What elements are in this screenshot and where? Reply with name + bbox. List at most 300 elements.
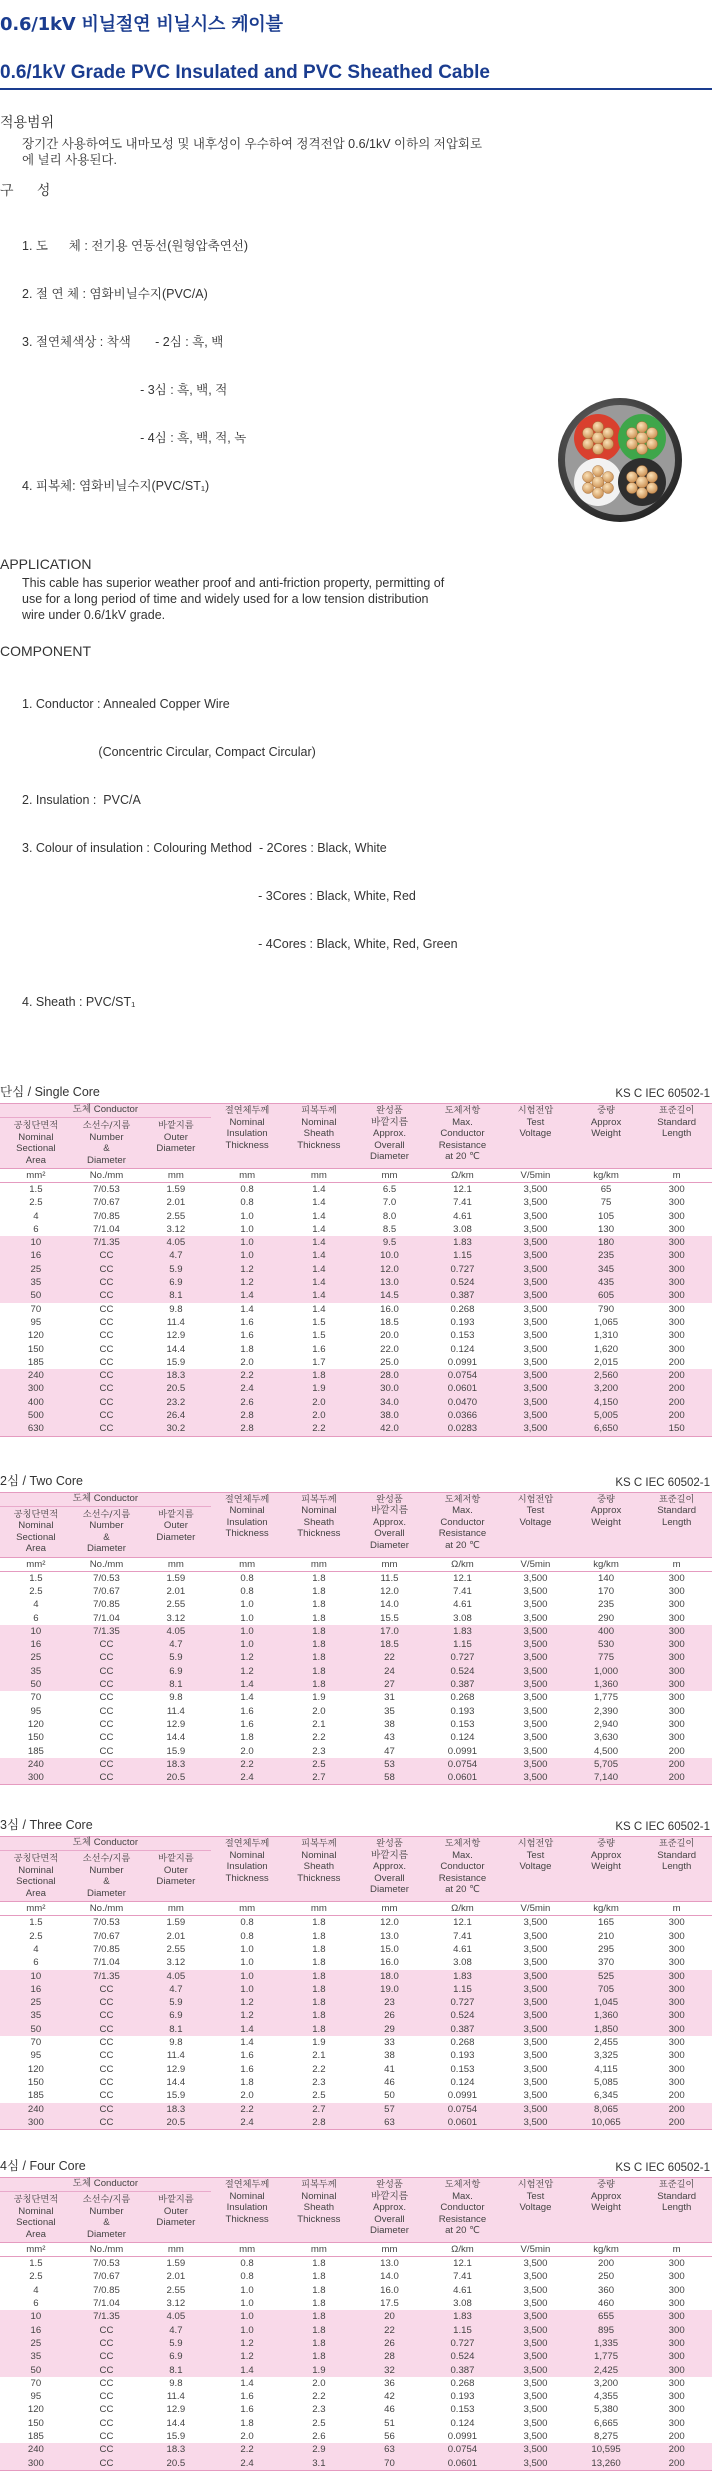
table-cell: 0.387 <box>425 2364 500 2377</box>
column-header-line: Approx. <box>372 1861 407 1873</box>
table-cell: 3.12 <box>166 1223 186 1235</box>
conductor-group-header: 도체 Conductor <box>0 1492 211 1506</box>
table-row <box>0 1638 712 1651</box>
table-cell: 300 <box>641 1638 712 1651</box>
table-row <box>0 1612 712 1625</box>
table-row <box>0 1249 712 1262</box>
table-cell: 3,200 <box>594 2377 619 2389</box>
table-cell: 46 <box>384 2076 395 2088</box>
column-header <box>354 1837 425 1902</box>
table-cell: 1.4 <box>240 1692 254 1704</box>
table-cell: 1.8 <box>284 1625 355 1638</box>
table-cell: 4.61 <box>453 1943 472 1955</box>
table-cell: 12.9 <box>166 2404 186 2416</box>
table-cell: 3.12 <box>166 2298 186 2310</box>
unit-cell: m <box>641 1902 712 1916</box>
table-row <box>0 1289 712 1302</box>
table-cell: 655 <box>571 2310 642 2323</box>
table-cell: 3,500 <box>523 1917 548 1929</box>
table-cell: 4 <box>33 1943 39 1955</box>
table-cell: 3,500 <box>523 1718 548 1730</box>
column-header-line: Insulation <box>226 1861 268 1873</box>
table-cell: 300 <box>668 2284 685 2296</box>
table-cell: 3.08 <box>453 1223 472 1235</box>
column-header-line: Max. <box>452 2190 473 2202</box>
table-standard: KS C IEC 60502-1 <box>615 1088 710 1100</box>
table-cell: 1.2 <box>211 1276 284 1289</box>
table-cell: 1.15 <box>425 2324 500 2337</box>
column-header-line: Area <box>25 1543 47 1555</box>
column-header-line: Conductor <box>440 1128 485 1139</box>
table-cell: 51 <box>384 2417 395 2429</box>
table-cell: 200 <box>641 1369 712 1382</box>
table-cell: 300 <box>641 1276 712 1289</box>
table-cell: 0.153 <box>450 1330 475 1342</box>
table-cell: 300 <box>641 1996 712 2009</box>
table-cell: 1.8 <box>284 1678 355 1691</box>
table-cell: 36 <box>384 2377 395 2389</box>
table-cell: 0.0754 <box>425 2103 500 2116</box>
spec-table <box>0 2177 712 2471</box>
scope-line: 에 널리 사용된다. <box>22 153 117 167</box>
table-cell: 9.8 <box>169 1692 183 1704</box>
table-cell: 3,500 <box>500 2023 571 2036</box>
table-cell: 2.7 <box>284 1771 355 1785</box>
table-cell: 22 <box>354 1651 425 1664</box>
table-title: 3심 / Three Core <box>0 1818 93 1833</box>
table-cell: CC <box>72 1665 141 1678</box>
table-cell: 1.0 <box>240 2284 254 2296</box>
table-heading-row <box>0 1471 712 1489</box>
table-cell: 7.41 <box>453 1930 472 1942</box>
column-header-line: Overall <box>374 1139 405 1151</box>
table-cell: 14.0 <box>380 2271 399 2283</box>
table-cell: 9.5 <box>354 1236 425 1249</box>
column-header-line: & <box>103 1531 110 1543</box>
table-cell: 3,500 <box>523 1692 548 1704</box>
column-header-line: 소선수/지름 <box>82 1853 131 1865</box>
table-cell: 1.8 <box>312 2284 326 2296</box>
unit-cell: kg/km <box>571 1902 642 1916</box>
column-header-line: Thickness <box>225 1872 269 1884</box>
table-cell: 6,665 <box>594 2417 619 2429</box>
table-cell: 8.5 <box>382 1223 397 1235</box>
table-row <box>0 1369 712 1382</box>
table-row <box>0 1329 712 1342</box>
table-cell: 300 <box>0 1382 72 1395</box>
table-cell: 300 <box>668 1197 685 1209</box>
column-header <box>284 1837 355 1902</box>
table-cell: 30.0 <box>354 1382 425 1395</box>
table-cell: 18.3 <box>141 2443 210 2456</box>
table-cell: CC <box>99 2404 114 2416</box>
column-header-line: Area <box>25 1887 47 1899</box>
table-cell: 70 <box>30 2377 42 2389</box>
table-cell: 75 <box>600 1197 612 1209</box>
table-row <box>0 2063 712 2076</box>
component-line: (Concentric Circular, Compact Circular) <box>22 745 316 759</box>
table-cell: 180 <box>571 1236 642 1249</box>
table-cell: 120 <box>27 1718 44 1730</box>
table-cell: 95 <box>30 1316 42 1328</box>
table-cell: 2.2 <box>211 2103 284 2116</box>
column-header-line: Area <box>25 2228 47 2240</box>
table-cell: CC <box>99 2090 114 2102</box>
table-cell: 2.5 <box>284 1758 355 1771</box>
unit-cell: Ω/km <box>425 1557 500 1571</box>
column-header-line: Max. <box>452 1116 473 1128</box>
table-cell: 20.5 <box>141 2116 210 2130</box>
table-cell: 7,140 <box>571 1771 642 1785</box>
table-cell: 6 <box>33 1612 39 1624</box>
table-cell: 530 <box>571 1638 642 1651</box>
table-cell: 14.4 <box>166 1343 186 1355</box>
table-cell: CC <box>99 2037 114 2049</box>
column-header-line: 바깥지름 <box>158 1120 194 1131</box>
table-cell: 165 <box>598 1917 615 1929</box>
table-cell: 300 <box>641 1236 712 1249</box>
table-cell: 300 <box>0 1771 72 1785</box>
column-header-line: 바깥지름 <box>370 1849 409 1861</box>
column-header <box>425 1837 500 1902</box>
table-cell: 2,940 <box>594 1718 619 1730</box>
table-cell: 3,500 <box>523 2050 548 2062</box>
table-cell: 26 <box>354 2009 425 2022</box>
table-cell: 1,850 <box>571 2023 642 2036</box>
table-cell: 2.01 <box>166 2271 186 2283</box>
table-cell: 0.387 <box>425 2023 500 2036</box>
table-cell: 12.9 <box>166 1718 186 1730</box>
column-header <box>211 1837 284 1902</box>
column-header-line: Overall <box>374 2213 405 2225</box>
table-cell: 2.5 <box>29 1197 43 1209</box>
table-cell: 42 <box>384 2391 395 2403</box>
column-header <box>72 2192 141 2243</box>
table-cell: 2.0 <box>240 1356 254 1368</box>
column-header-line: Diameter <box>87 1543 126 1555</box>
column-header-line: 소선수/지름 <box>82 1508 131 1520</box>
column-header <box>641 1492 712 1557</box>
table-cell: 3,500 <box>523 1585 548 1597</box>
table-cell: 24 <box>354 1665 425 1678</box>
table-cell: 14.4 <box>166 2076 186 2088</box>
column-header <box>72 1118 141 1169</box>
table-cell: 1.4 <box>312 1197 326 1209</box>
unit-cell: V/5min <box>500 1169 571 1183</box>
table-row <box>0 1970 712 1983</box>
table-row <box>0 1236 712 1249</box>
table-cell: 3,500 <box>500 2443 571 2456</box>
table-cell: 3,500 <box>523 1612 548 1624</box>
application-text <box>0 575 520 623</box>
table-row <box>0 1705 712 1718</box>
table-cell: 10.0 <box>354 1249 425 1262</box>
table-cell: 1.6 <box>240 2404 254 2416</box>
table-cell: 28.0 <box>354 1369 425 1382</box>
unit-cell: mm <box>211 2243 284 2257</box>
spec-table <box>0 1103 712 1437</box>
conductor-group-header: 도체 Conductor <box>0 2178 211 2192</box>
column-header <box>211 1104 284 1169</box>
column-header <box>72 1506 141 1557</box>
table-cell: 1.0 <box>240 1223 254 1235</box>
column-header-line: 피복두께 <box>301 1105 337 1116</box>
table-cell: 50 <box>0 1289 72 1302</box>
table-cell: 70 <box>30 1303 42 1315</box>
table-cell: 1.5 <box>29 2258 43 2270</box>
table-row <box>0 1983 712 1996</box>
table-cell: 2.2 <box>284 1422 355 1436</box>
table-cell: 3,500 <box>500 1665 571 1678</box>
column-header <box>571 1837 642 1902</box>
table-cell: 25 <box>0 1996 72 2009</box>
column-header-line: Approx. <box>372 2202 407 2214</box>
table-cell: 345 <box>571 1263 642 1276</box>
table-cell: 0.193 <box>450 2050 475 2062</box>
unit-cell: mm <box>354 1902 425 1916</box>
table-cell: 17.5 <box>380 2298 399 2310</box>
table-row <box>0 1691 712 1704</box>
table-cell: 2.0 <box>284 1396 355 1409</box>
table-cell: 300 <box>668 1585 685 1597</box>
table-cell: 8.1 <box>141 2364 210 2377</box>
column-header-line: Sheath <box>303 1128 335 1139</box>
column-header-line: Thickness <box>297 1872 341 1884</box>
column-header-line: Thickness <box>297 1528 341 1540</box>
table-cell: 1.8 <box>284 2350 355 2363</box>
table-cell: 7/1.35 <box>72 2310 141 2323</box>
table-cell: 3,500 <box>500 1236 571 1249</box>
component-line: 2. Insulation : PVC/A <box>22 793 141 807</box>
table-cell: 50 <box>0 2023 72 2036</box>
table-cell: 57 <box>354 2103 425 2116</box>
column-header-line: Approx <box>590 1505 622 1517</box>
unit-cell: mm <box>354 1169 425 1183</box>
table-cell: 41 <box>384 2063 395 2075</box>
table-cell: 33 <box>384 2037 395 2049</box>
table-cell: 3,500 <box>523 1316 548 1328</box>
table-cell: 300 <box>641 1678 712 1691</box>
table-cell: 0.0283 <box>425 1422 500 1436</box>
table-cell: 50 <box>0 1678 72 1691</box>
table-cell: 4.05 <box>141 1970 210 1983</box>
column-header-line: Length <box>662 1861 692 1873</box>
column-header-line: Test <box>526 1505 545 1517</box>
column-header-line: Sectional <box>16 1531 56 1543</box>
table-cell: 300 <box>641 2009 712 2022</box>
table-cell: 3,200 <box>571 1382 642 1395</box>
table-cell: CC <box>99 2076 114 2088</box>
table-cell: 35 <box>0 2009 72 2022</box>
column-header-line: Nominal <box>229 2190 265 2202</box>
table-cell: 300 <box>668 1612 685 1624</box>
table-cell: 0.124 <box>450 1343 475 1355</box>
unit-cell: No./mm <box>72 1557 141 1571</box>
table-cell: 2,455 <box>594 2037 619 2049</box>
unit-cell: Ω/km <box>425 2243 500 2257</box>
table-cell: 1.5 <box>312 1330 326 1342</box>
table-cell: 1.4 <box>284 1236 355 1249</box>
table-cell: 4 <box>33 2284 39 2296</box>
table-standard: KS C IEC 60502-1 <box>615 2162 710 2175</box>
table-cell: 16 <box>0 1638 72 1651</box>
table-cell: CC <box>72 2009 141 2022</box>
table-cell: 2.5 <box>29 2271 43 2283</box>
table-cell: 200 <box>668 2431 685 2442</box>
unit-cell: V/5min <box>500 1557 571 1571</box>
table-cell: 95 <box>30 2391 42 2403</box>
table-cell: CC <box>72 1422 141 1436</box>
table-cell: 18.0 <box>354 1970 425 1983</box>
table-cell: 10,065 <box>571 2116 642 2130</box>
table-cell: 3,500 <box>523 2404 548 2416</box>
unit-cell: mm <box>354 2243 425 2257</box>
table-cell: 3,500 <box>523 2284 548 2296</box>
table-cell: 15.5 <box>380 1612 399 1624</box>
column-header <box>641 2178 712 2243</box>
table-cell: 22 <box>354 2324 425 2337</box>
table-cell: 0.727 <box>425 1263 500 1276</box>
table-cell: 300 <box>668 2391 685 2403</box>
table-cell: 2.2 <box>312 1732 326 1744</box>
table-row <box>0 1745 712 1758</box>
table-cell: 28 <box>354 2350 425 2363</box>
table-cell: 1.0 <box>211 1983 284 1996</box>
column-header-line: 도체저항 <box>444 1105 481 1116</box>
table-cell: 12.0 <box>380 1585 399 1597</box>
table-cell: 5.9 <box>141 1651 210 1664</box>
unit-cell: mm <box>211 1902 284 1916</box>
column-header-line: Weight <box>591 2202 621 2214</box>
table-cell: 2.4 <box>211 2116 284 2130</box>
table-cell: 13.0 <box>354 1276 425 1289</box>
table-cell: 13.0 <box>380 1930 399 1942</box>
table-cell: 300 <box>0 2116 72 2130</box>
table-cell: 3,500 <box>523 2076 548 2088</box>
table-cell: 4 <box>33 1599 39 1611</box>
table-cell: 1.4 <box>211 2364 284 2377</box>
table-cell: 1.83 <box>425 2310 500 2323</box>
table-cell: 250 <box>598 2271 615 2283</box>
table-cell: 5.9 <box>141 2337 210 2350</box>
table-cell: 300 <box>668 2298 685 2310</box>
column-header <box>211 1492 284 1557</box>
composition-line: 4. 피복체: 염화비닐수지(PVC/ST₁) <box>22 479 210 493</box>
table-cell: 4.7 <box>141 1249 210 1262</box>
table-cell: 1.5 <box>29 1572 43 1584</box>
column-header-line: 공칭단면적 <box>13 1508 59 1520</box>
table-cell: 5.9 <box>141 1263 210 1276</box>
table-cell: CC <box>72 1409 141 1422</box>
table-cell: 2.4 <box>211 1382 284 1395</box>
table-cell: 1.8 <box>312 2298 326 2310</box>
column-header-line: Voltage <box>519 2202 552 2214</box>
unit-cell: m <box>641 1169 712 1183</box>
table-cell: 0.524 <box>425 1665 500 1678</box>
table-cell: 3,500 <box>523 2377 548 2389</box>
table-cell: 460 <box>598 2298 615 2310</box>
table-cell: 200 <box>641 1396 712 1409</box>
table-cell: 2.9 <box>284 2443 355 2456</box>
table-row <box>0 1196 712 1209</box>
column-header-line: Thickness <box>225 1139 269 1151</box>
table-cell: 7/1.35 <box>72 1970 141 1983</box>
title-divider <box>0 88 712 90</box>
table-cell: 1,775 <box>594 1692 619 1704</box>
table-cell: 3,500 <box>523 1223 548 1235</box>
table-cell: 0.8 <box>240 1184 254 1195</box>
table-cell: 240 <box>0 2443 72 2456</box>
column-header-line: Area <box>25 1154 47 1166</box>
table-cell: 1.8 <box>312 1917 326 1929</box>
table-cell: 4.61 <box>453 1599 472 1611</box>
table-cell: CC <box>99 1718 114 1730</box>
unit-cell: kg/km <box>571 2243 642 2257</box>
table-cell: 4,500 <box>594 1745 619 1757</box>
table-row <box>0 1731 712 1744</box>
unit-cell: mm <box>211 1169 284 1183</box>
table-cell: CC <box>99 2417 114 2429</box>
table-cell: 8.0 <box>382 1210 397 1222</box>
table-cell: 3,500 <box>500 2337 571 2350</box>
table-cell: 1.4 <box>211 1678 284 1691</box>
table-cell: 1.5 <box>29 1917 43 1929</box>
table-cell: 1.2 <box>211 1651 284 1664</box>
table-cell: 170 <box>598 1585 615 1597</box>
table-cell: 500 <box>0 1409 72 1422</box>
table-cell: 7/1.35 <box>72 1625 141 1638</box>
table-cell: 0.0991 <box>447 2090 478 2102</box>
table-cell: 400 <box>0 1396 72 1409</box>
column-header-line: 중량 <box>597 1838 615 1850</box>
spec-table-section <box>0 1082 712 1437</box>
column-header-line: & <box>103 1876 110 1888</box>
table-cell: 35 <box>384 1705 395 1717</box>
table-cell: 0.268 <box>450 2037 475 2049</box>
table-cell: 300 <box>668 2258 685 2270</box>
table-cell: CC <box>72 2337 141 2350</box>
unit-cell: mm <box>354 1557 425 1571</box>
column-header-line: Voltage <box>519 1516 552 1528</box>
table-cell: 185 <box>27 2090 44 2102</box>
column-header-line: 절연체두께 <box>224 1493 270 1505</box>
table-cell: 9.8 <box>169 2037 183 2049</box>
table-cell: 3,500 <box>523 1303 548 1315</box>
table-cell: 150 <box>641 1422 712 1436</box>
table-cell: 12.9 <box>166 1330 186 1342</box>
table-cell: 1.0 <box>240 1943 254 1955</box>
table-cell: 5,705 <box>571 1758 642 1771</box>
column-header-line: 피복두께 <box>301 1493 337 1505</box>
table-cell: 2.55 <box>166 1943 186 1955</box>
table-cell: 1.8 <box>284 1996 355 2009</box>
table-cell: 300 <box>668 1572 685 1584</box>
column-header <box>0 2192 72 2243</box>
table-cell: 7/1.04 <box>93 1223 120 1235</box>
table-cell: 1.83 <box>425 1625 500 1638</box>
column-header-line: Test <box>526 1849 545 1861</box>
table-cell: 3,500 <box>523 2258 548 2270</box>
table-row <box>0 2270 712 2283</box>
table-cell: 6.5 <box>382 1184 397 1195</box>
column-header-line: Overall <box>374 1528 405 1540</box>
table-cell: 150 <box>27 1343 44 1355</box>
table-cell: 300 <box>668 1718 685 1730</box>
table-cell: 42.0 <box>354 1422 425 1436</box>
column-header <box>354 1104 425 1169</box>
table-cell: 3.12 <box>166 1957 186 1969</box>
column-header <box>354 1492 425 1557</box>
